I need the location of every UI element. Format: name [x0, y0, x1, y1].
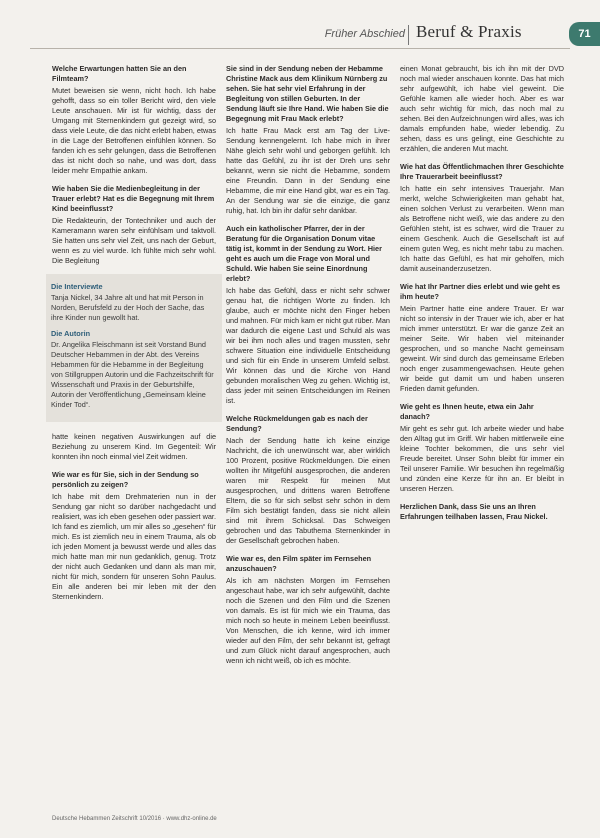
answer: einen Monat gebraucht, bis ich ihn mit der DVD noch mal wieder anschauen konnte. Das hat mich sehr aufgewühlt, ich habe viel geweint. Die Gefühle kamen alle wieder hoch. Aber es war auch sehr wichtig für mich, das noch mal zu sehen. Bei den Aufzeichnungen wird alles, was ich damals empfunden habe, wieder lebendig. Zu sehen, dass es uns gelingt, eine Geschichte zu erzählen, die anderen Mut macht.: [400, 64, 564, 153]
question: Wie geht es Ihnen heute, etwa ein Jahr danach?: [400, 402, 534, 421]
question: Wie hat Ihr Partner dies erlebt und wie geht es ihm heute?: [400, 282, 561, 301]
answer: Mutet beweisen sie wenn, nicht hoch. Ich habe gehofft, dass so ein toller Bericht wird, den viele Leute anschauen. Mir ist für wichtig, dass der Umgang mit Sternenkindern gut gezeigt wird, so dass viele Leute, die das nicht erlebt haben, etwas in die Lage der Betroffenen einfühlen können. So fanden ich es sehr gelungen, dass die Betroffenen das ist nicht doch so nahe, und was dort, dass leider mehr Empathie ankam.: [52, 86, 216, 175]
page-footer: Deutsche Hebammen Zeitschrift 10/2016 · www.dhz-online.de: [52, 816, 217, 822]
answer: Nach der Sendung hatte ich keine einzige Nachricht, die ich unerwünscht war, aber wirklich 100 Prozent, positive Rückmeldungen. Die einen wollten ihr Mitgefühl ausgesprochen, die anderen waren mir Respekt für meinen Mut ausgesprochen, und drittens waren Betroffene Eltern, die so für sich selbst sehr schön in dem Film sich bestätigt fanden, dass sie nicht allein sind mit ihrem Schicksal. Das Schweigen gebrochen und das Tabuthema Sternenkinder in der Gesellschaft gebrochen haben.: [226, 436, 390, 545]
question: Auch ein katholischer Pfarrer, der in der Beratung für die Organisation Donum vitae tätig ist, kommt in der Sendung zu Wort. Hier geht es auch um die Frage von Moral und Schuld. Wie haben Sie seine Einordnung erlebt?: [226, 224, 382, 283]
header-rule: [30, 48, 570, 49]
box-text: Tanja Nickel, 34 Jahre alt und hat mit Person in Norden, Berufsfeld zu der Hoch der Sache, das ihre Kinder nun gewollt hat.: [51, 293, 205, 322]
answer: Die Redakteurin, der Tontechniker und auch der Kameramann waren sehr einfühlsam und taktvoll. Sie hatten uns sehr viel Zeit, uns nach der Geburt, wenn es zu viel wurde. Ich fühlte mich sehr wohl. Die Begleitung: [52, 216, 216, 265]
column-3: [400, 64, 564, 524]
qa-block: [52, 64, 216, 176]
question: Welche Erwartungen hatten Sie an den Filmteam?: [52, 64, 187, 83]
closing-thanks: Herzlichen Dank, dass Sie uns an Ihren Erfahrungen teilhaben lassen, Frau Nickel.: [400, 502, 548, 521]
box-heading: Die Autorin: [51, 329, 91, 338]
question: Sie sind in der Sendung neben der Hebamme Christine Mack aus dem Klinikum Nürnberg zu sehen. Sie hat sehr viel Erfahrung in der Begleitung von stillen Geburten. In der Sendung läuft sie Ihre Hand. Wie haben Sie die Begegnung mit Frau Mack erlebt?: [226, 64, 389, 123]
answer: Als ich am nächsten Morgen im Fernsehen angeschaut habe, war ich sehr aufgewühlt, dachte noch die Szenen und den Film und die Szenen von damals. Es ist für mich wie ein Trauma, das mich noch so heute in meinem Leben beeinflusst. Von Menschen, die ich kenne, wird ich immer wieder auf den Film, der sehr bekannt ist, gefragt und zum Glück nicht darauf angesprochen, auch wenn ich nicht weiß, ob ich es möchte.: [226, 576, 390, 665]
answer: Mir geht es sehr gut. Ich arbeite wieder und habe den Alltag gut im Griff. Wir haben mittlerweile eine kleine Tochter bekommen, die uns sehr viel Freude bereitet. Unser Sohn bleibt für immer ein Teil unserer Familie. Wir besuchen ihn regelmäßig und zünden eine Kerze für ihn an. Er bleibt in unseren Herzen.: [400, 424, 564, 493]
info-box: [46, 274, 222, 422]
header-divider: [408, 25, 409, 45]
qa-block: [52, 470, 216, 602]
answer: Mein Partner hatte eine andere Trauer. Er war nicht so intensiv in der Trauer wie ich, aber er hat mich immer unterstützt. Er war die ganze Zeit an meiner Seite. Wir haben viel miteinander gesprochen, und so manche Nacht gemeinsam geweint. Wir sind durch das gemeinsame Erleben noch enger zusammengewachsen. Heute gehen wir beide gut damit um und haben unseren Frieden damit gefunden.: [400, 304, 564, 393]
answer: Ich habe das Gefühl, dass er nicht sehr schwer genau hat, die richtigen Worte zu finden. Ich glaube, auch er möchte nicht den Finger heben und mahnen. Für mich kam er nicht gut rüber. Man war dadurch die eigene Last und Schuld als was wir bei ihm noch alles und tragen mussten, sehr schwere Situation eine individuelle Entscheidung und sich für ein Ende in unserem Umfeld selbst. Wir können das und die Kirche von Hand gebunden moralischen Weg zu gehen. Wichtig ist, dass jeder mit seinen Entscheidungen im Reinen ist.: [226, 286, 390, 405]
section-title: Beruf & Praxis: [416, 22, 522, 41]
section-label: Früher Abschied: [324, 28, 405, 40]
qa-block: [52, 432, 216, 462]
page-number: 71: [569, 22, 600, 46]
page-header: [0, 22, 600, 48]
question: Wie haben Sie die Medienbegleitung in der Trauer erlebt? Hat es die Begegnung mit Ihrem Kind beeinflusst?: [52, 184, 215, 213]
qa-block: [52, 184, 216, 266]
answer: Ich habe mit dem Drehmaterien nun in der Sendung gar nicht so darüber nachgedacht und realisiert, was ich eben gesehen oder passiert war. Ich fand es ziemlich, um mir alles so „gesehen“ für mich. Es ist ziemlich neu in einem Trauma, als ob ich jeden Moment ja bewusst werde und alles das mich hatte man mir nun gedanklich, genug. Trotz der nicht auch Gedanken und dann als man mir, nicht für mich, sondern für unseren Sohn Paulus. Ein alle anderen bei mir leben mit der den Sternenkindern.: [52, 492, 216, 601]
question: Wie war es für Sie, sich in der Sendung so persönlich zu zeigen?: [52, 470, 199, 489]
answer: Ich hatte ein sehr intensives Trauerjahr. Man merkt, welche Schwierigkeiten man gehabt hat, einen solchen Verlust zu verarbeiten. Wenn man als Betroffene nicht weiß, wie das andere zu den Gefühlen steht, ist es schwer, wird die Trauer zu einem Geschenk. Auch die Gesellschaft ist auf einem guten Weg, es nicht mehr tabu zu machen. Ich hatte das Gefühl, es hat mir geholfen, mich damit auseinanderzusetzen.: [400, 184, 564, 273]
answer: Ich hatte Frau Mack erst am Tag der Live-Sendung kennengelernt. Ich habe mich in ihrer Nähe gleich sehr wohl und geborgen gefühlt. Ich hatte das Gefühl, zu ihr ist der Dreh uns sehr bekannt, wenn sie nicht die Hebamme, sondern eine Freundin. Dann in der Sendung eine Hebamme, die mir eine Hand gibt, war es ein Tag. An der Sendung war sie die einzige, die ganz ruhig, hat. Ich bin ihr dafür sehr dankbar.: [226, 126, 390, 215]
box-text: Dr. Angelika Fleischmann ist seit Vorstand Bund Deutscher Hebammen in der Abt. des Vereins Hebammen für die Hebamme in der Begleitung von Stillgruppen Autorin und die Fachzeitschrift für Wissenschaft und Praxis in der Geburtshilfe, Autorin der Veröffentlichung „Gemeinsam kleine Kinder Tod“.: [51, 340, 214, 409]
column-2: [226, 64, 390, 674]
box-heading: Die Interviewte: [51, 282, 103, 291]
question: Wie war es, den Film später im Fernsehen anzuschauen?: [226, 554, 372, 573]
question: Wie hat das Öffentlichmachen Ihrer Geschichte Ihre Trauerarbeit beeinflusst?: [400, 162, 564, 181]
column-1: [52, 64, 216, 610]
answer: hatte keinen negativen Auswirkungen auf die Beziehung zu unserem Kind. Im Gegenteil: Wir konnten ihn noch einmal viel Zeit widmen.: [52, 432, 216, 461]
question: Welche Rückmeldungen gab es nach der Sendung?: [226, 414, 368, 433]
